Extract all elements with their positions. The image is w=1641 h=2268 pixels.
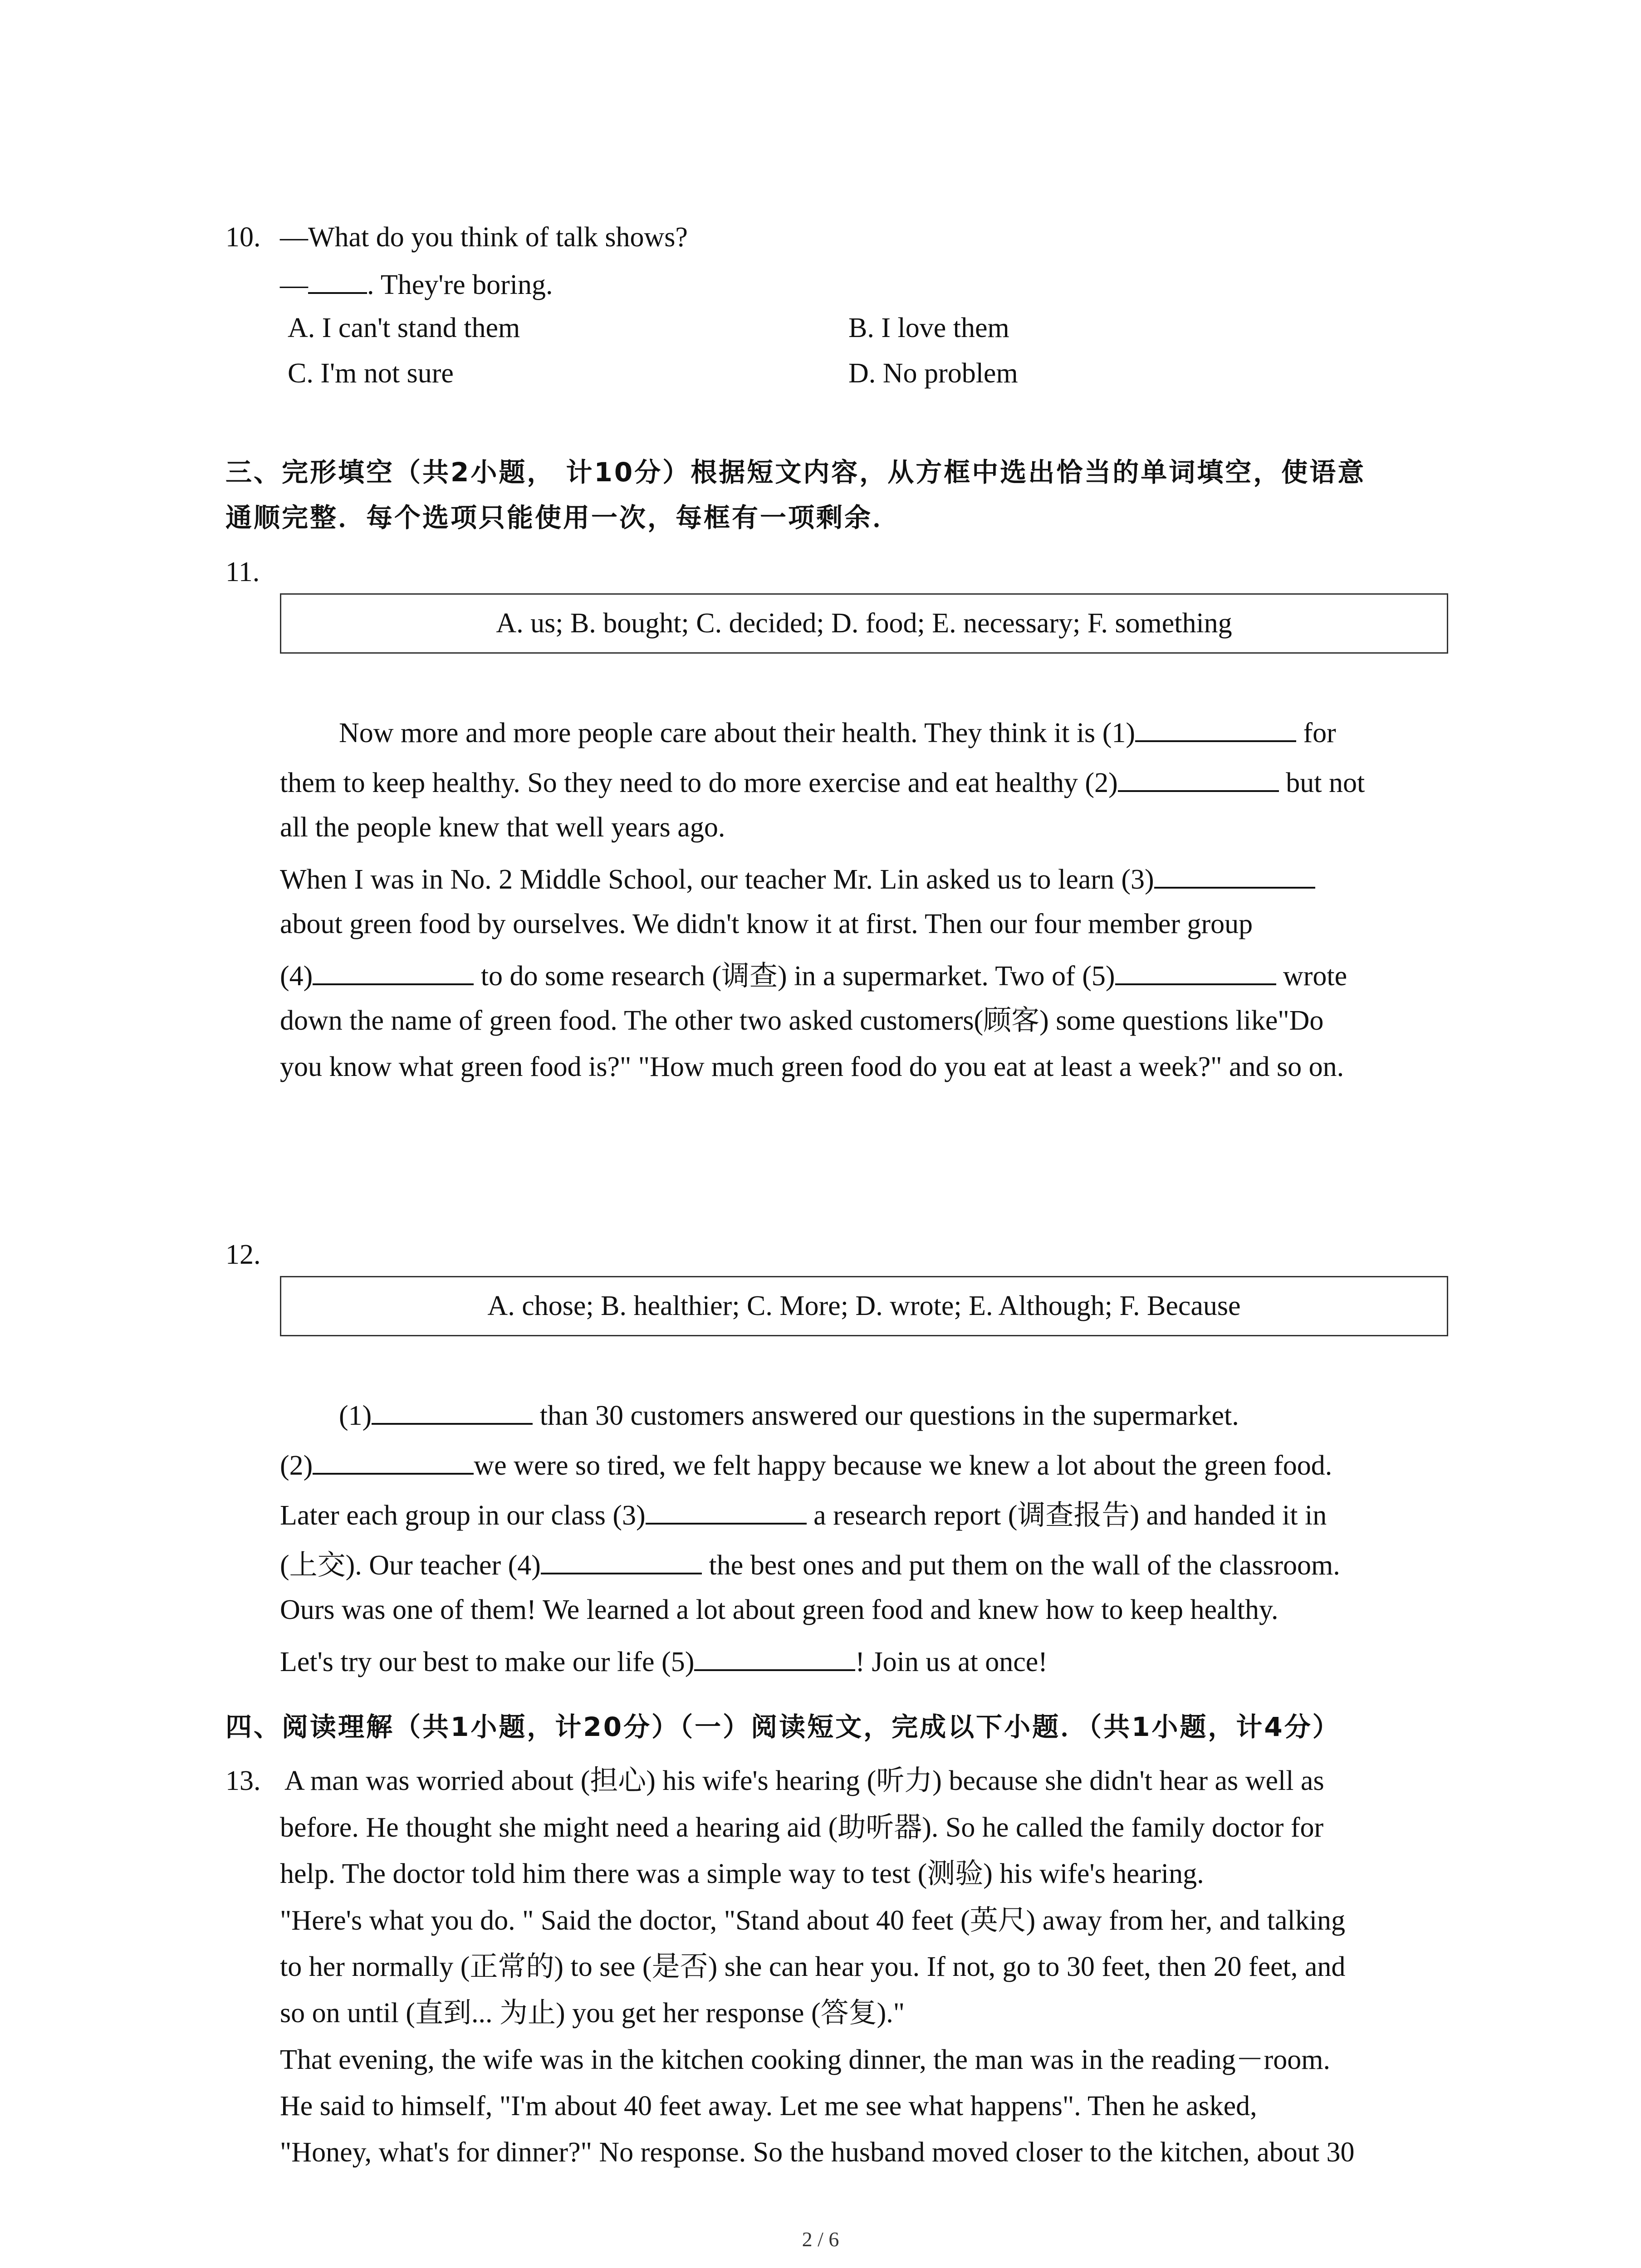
q12-line-3a: Later each group in our class (3) xyxy=(280,1500,646,1531)
q10-answer-prefix: — xyxy=(280,269,308,300)
q12-line-1b: than 30 customers answered our questions in the supermarket. xyxy=(533,1400,1239,1431)
q12-line-6 xyxy=(280,1646,1048,1676)
q10-answer-blank xyxy=(308,269,367,294)
q13-line-5: to her normally (正常的) to see (是否) she can hear you. If not, go to 30 feet, then 20 feet, and xyxy=(280,1951,1346,1982)
q12-line-6b: ! Join us at once! xyxy=(855,1647,1048,1677)
q12-number: 12. xyxy=(225,1239,261,1270)
q12-word-box-text: A. chose; B. healthier; C. More; D. wrote; E. Although; F. Because xyxy=(487,1290,1241,1321)
section4-heading: 四、阅读理解（共1小题，计20分）（一）阅读短文，完成以下小题．（共1小题，计4分） xyxy=(225,1711,1341,1742)
q12-line-2a: (2) xyxy=(280,1450,313,1481)
q11-line-2b: but not xyxy=(1279,767,1365,798)
q12-blank-3 xyxy=(646,1499,807,1525)
q12-line-5: Ours was one of them! We learned a lot about green food and knew how to keep healthy. xyxy=(280,1594,1279,1625)
q12-line-1a: (1) xyxy=(339,1400,372,1431)
q13-line-1: A man was worried about (担心) his wife's hearing (听力) because she didn't hear as well as xyxy=(284,1765,1324,1796)
q11-word-box xyxy=(280,593,1448,654)
q13-line-3: help. The doctor told him there was a simple way to test (测验) his wife's hearing. xyxy=(280,1858,1204,1889)
q13-line-7: That evening, the wife was in the kitchen cooking dinner, the man was in the reading－room. xyxy=(280,2044,1330,2075)
q12-blank-4 xyxy=(541,1549,702,1574)
q13-line-9: "Honey, what's for dinner?" No response. So the husband moved closer to the kitchen, about 30 xyxy=(280,2137,1355,2168)
q12-line-1 xyxy=(339,1399,1239,1430)
q13-line-2: before. He thought she might need a hearing aid (助听器). So he called the family doctor for xyxy=(280,1812,1324,1843)
q13-line-8: He said to himself, "I'm about 40 feet away. Let me see what happens". Then he asked, xyxy=(280,2091,1257,2121)
q12-line-3b: a research report (调查报告) and handed it in xyxy=(806,1500,1327,1531)
q12-line-4 xyxy=(280,1549,1340,1579)
section3-heading-line2: 通顺完整．每个选项只能使用一次，每框有一项剩余． xyxy=(225,502,901,533)
q11-line-4a: When I was in No. 2 Middle School, our teacher Mr. Lin asked us to learn (3) xyxy=(280,864,1154,895)
q11-line-6c: wrote xyxy=(1276,961,1347,992)
q10-number: 10. xyxy=(225,222,261,253)
q10-option-b: B. I love them xyxy=(848,313,1009,343)
q11-line-1 xyxy=(339,717,1336,747)
q12-blank-2 xyxy=(313,1449,474,1475)
q13-line-4: "Here's what you do. " Said the doctor, "Stand about 40 feet (英尺) away from her, and talking xyxy=(280,1905,1345,1936)
q10-answer-suffix: . They're boring. xyxy=(367,269,553,300)
q10-option-a: A. I can't stand them xyxy=(288,313,520,343)
q12-line-2 xyxy=(280,1449,1332,1480)
q12-line-4b: the best ones and put them on the wall of the classroom. xyxy=(701,1550,1340,1581)
q11-blank-5 xyxy=(1115,960,1276,985)
q11-blank-2 xyxy=(1118,767,1279,792)
section3-heading-line1: 三、完形填空（共2小题， 计10分）根据短文内容，从方框中选出恰当的单词填空，使语意 xyxy=(225,457,1366,488)
q13-number: 13. xyxy=(225,1765,261,1796)
q11-number: 11. xyxy=(225,557,260,587)
q10-option-c: C. I'm not sure xyxy=(288,358,454,389)
q11-line-2 xyxy=(280,767,1365,797)
q12-blank-1 xyxy=(372,1399,533,1425)
q12-line-6a: Let's try our best to make our life (5) xyxy=(280,1647,695,1677)
q11-blank-1 xyxy=(1135,717,1296,742)
q11-line-4 xyxy=(280,863,1315,894)
q13-line-6: so on until (直到... 为止) you get her response (答复)." xyxy=(280,1998,905,2028)
q11-line-1b: for xyxy=(1296,718,1336,748)
q11-line-6 xyxy=(280,960,1347,990)
q11-blank-4 xyxy=(313,960,474,985)
q12-line-2b: we were so tired, we felt happy because we knew a lot about the green food. xyxy=(474,1450,1332,1481)
q11-line-8: you know what green food is?" "How much green food do you eat at least a week?" and so on. xyxy=(280,1051,1344,1082)
page-number: 2 / 6 xyxy=(802,2228,839,2251)
q11-line-5: about green food by ourselves. We didn't know it at first. Then our four member group xyxy=(280,909,1253,939)
q11-line-7: down the name of green food. The other two asked customers(顾客) some questions like"Do xyxy=(280,1005,1324,1036)
q11-line-1a: Now more and more people care about their health. They think it is (1) xyxy=(339,718,1135,748)
q12-blank-5 xyxy=(694,1646,855,1671)
q11-line-6a: (4) xyxy=(280,961,313,992)
q12-word-box xyxy=(280,1276,1448,1336)
q11-line-3: all the people knew that well years ago. xyxy=(280,812,725,843)
q11-blank-3 xyxy=(1154,863,1315,889)
q10-option-d: D. No problem xyxy=(848,358,1018,389)
q11-line-2a: them to keep healthy. So they need to do more exercise and eat healthy (2) xyxy=(280,767,1118,798)
q11-word-box-text: A. us; B. bought; C. decided; D. food; E. necessary; F. something xyxy=(496,608,1232,639)
q12-line-3 xyxy=(280,1499,1327,1530)
q10-answer-line xyxy=(280,269,553,299)
q11-line-6b: to do some research (调查) in a supermarket. Two of (5) xyxy=(474,961,1115,992)
q12-line-4a: (上交). Our teacher (4) xyxy=(280,1550,541,1581)
q10-question: —What do you think of talk shows? xyxy=(280,222,688,253)
